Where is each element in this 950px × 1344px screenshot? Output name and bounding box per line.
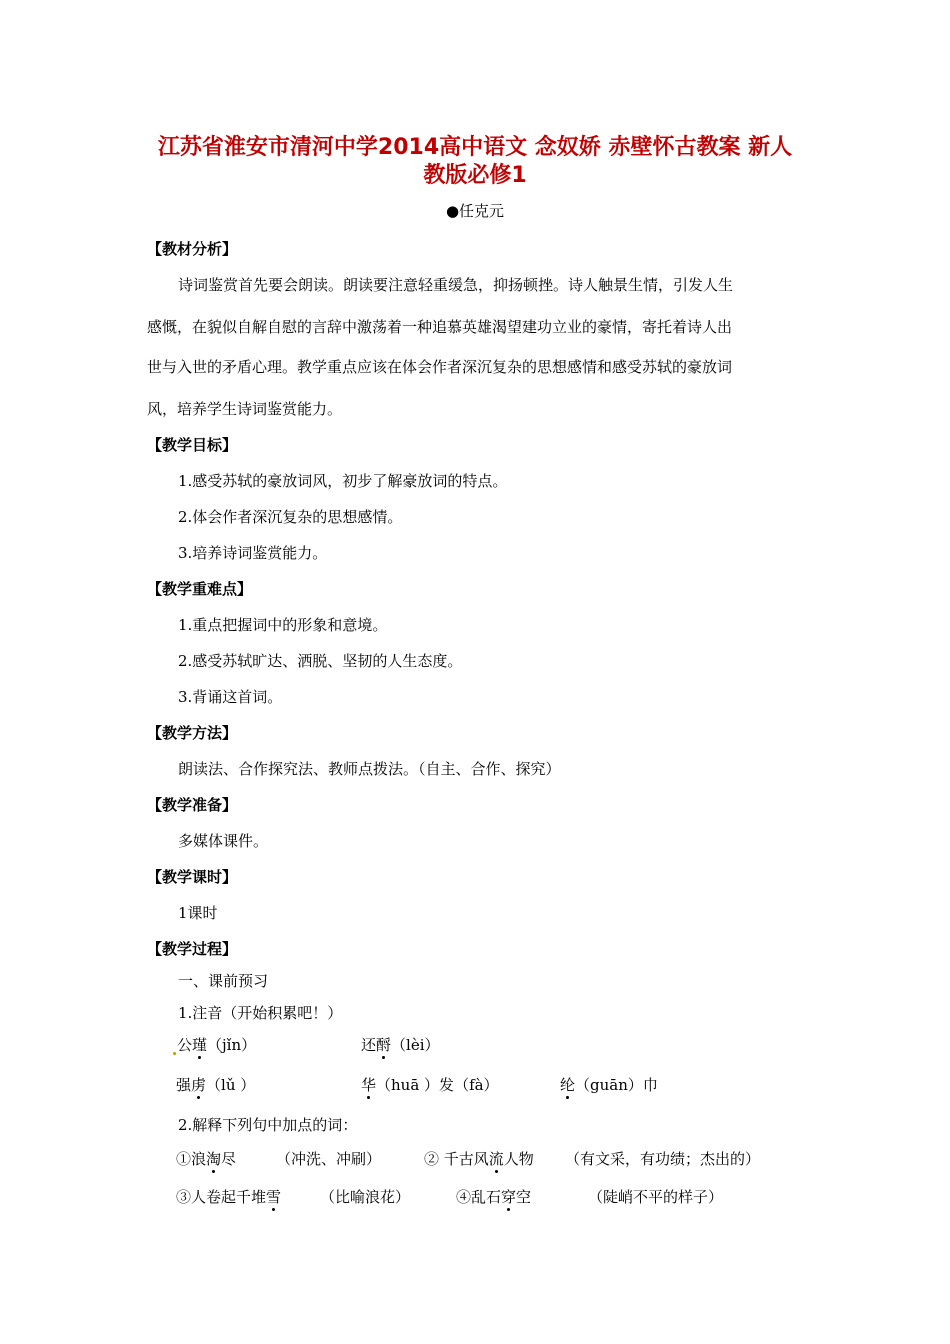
pinyin-item-huanlei xyxy=(361,1034,440,1055)
goal-item: 2.体会作者深沉复杂的思想感情。 xyxy=(178,508,403,526)
term-meaning-4: （陡峭不平的样子） xyxy=(588,1188,724,1206)
analysis-line-4: 风，培养学生诗词鉴赏能力。 xyxy=(147,400,343,418)
dotted-char: 纶 xyxy=(560,1076,576,1094)
heading-hours: 【教学课时】 xyxy=(147,868,238,886)
term-item-4 xyxy=(456,1186,531,1207)
key-point-item: 3.背诵这首词。 xyxy=(178,688,283,706)
dotted-char: 雪 xyxy=(266,1188,282,1206)
pinyin-reading: （guān）巾 xyxy=(575,1076,658,1094)
dotted-char: 瑾 xyxy=(192,1036,208,1054)
term-text: 人物 xyxy=(503,1150,534,1168)
pinyin-reading: （huā ）发 xyxy=(376,1076,455,1094)
analysis-line-3: 世与入世的矛盾心理。教学重点应该在体会作者深沉复杂的思想感情和感受苏轼的豪放词 xyxy=(147,358,733,376)
methods-text: 朗读法、合作探究法、教师点拨法。（自主、合作、探究） xyxy=(178,760,561,778)
goal-item: 1.感受苏轼的豪放词风，初步了解豪放词的特点。 xyxy=(178,472,508,490)
key-point-item: 1.重点把握词中的形象和意境。 xyxy=(178,616,388,634)
goal-item: 3.培养诗词鉴赏能力。 xyxy=(178,544,328,562)
dotted-char: 穿 xyxy=(501,1188,517,1206)
dotted-char: 淘 xyxy=(206,1150,222,1168)
term-meaning-3: （比喻浪花） xyxy=(320,1188,411,1206)
pinyin-char: 强 xyxy=(176,1076,192,1094)
dotted-char: 华 xyxy=(361,1076,377,1094)
pinyin-reading: （lǔ ） xyxy=(206,1076,256,1094)
pinyin-reading: （fà） xyxy=(454,1076,499,1094)
term-item-1 xyxy=(176,1148,236,1169)
edit-marker-icon xyxy=(173,1052,176,1055)
question-1: 1.注音（开始积累吧！） xyxy=(178,1004,343,1022)
document-title xyxy=(140,134,810,190)
pinyin-item-gongjin xyxy=(172,1034,256,1055)
term-meaning-2: （有文采，有功绩；杰出的） xyxy=(565,1150,761,1168)
dotted-char: 流 xyxy=(488,1150,504,1168)
pinyin-char: 还 xyxy=(361,1036,377,1054)
term-meaning-1: （冲洗、冲刷） xyxy=(276,1150,382,1168)
dotted-char: 酹 xyxy=(376,1036,392,1054)
dotted-char: 虏 xyxy=(191,1076,207,1094)
term-text: ①浪 xyxy=(176,1150,207,1168)
hours-text: 1课时 xyxy=(178,904,218,922)
heading-goals: 【教学目标】 xyxy=(147,436,238,454)
analysis-line-2: 感慨，在貌似自解自慰的言辞中激荡着一种追慕英雄渴望建功立业的豪情，寄托着诗人出 xyxy=(147,318,733,336)
author: ●任克元 xyxy=(445,202,505,220)
pinyin-char: 公 xyxy=(177,1036,193,1054)
term-text: ③人卷起千堆 xyxy=(176,1188,267,1206)
term-item-2 xyxy=(424,1148,534,1169)
title-line-1: 江苏省淮安市清河中学2014高中语文 念奴娇 赤壁怀古教案 新人 xyxy=(157,135,793,160)
term-text: ④乱石 xyxy=(456,1188,502,1206)
term-item-3 xyxy=(176,1186,281,1207)
heading-key-points: 【教学重难点】 xyxy=(147,580,253,598)
heading-analysis: 【教材分析】 xyxy=(147,240,238,258)
pinyin-reading: （jǐn） xyxy=(207,1036,257,1054)
process-step-1: 一、课前预习 xyxy=(178,972,269,990)
pinyin-item-huafa xyxy=(361,1074,499,1095)
pinyin-item-qianglu xyxy=(176,1074,255,1095)
prep-text: 多媒体课件。 xyxy=(178,832,269,850)
title-line-2: 教版必修1 xyxy=(423,163,527,188)
analysis-line-1: 诗词鉴赏首先要会朗读。朗读要注意轻重缓急，抑扬顿挫。诗人触景生情，引发人生 xyxy=(178,276,734,294)
term-text: 空 xyxy=(516,1188,532,1206)
key-point-item: 2.感受苏轼旷达、洒脱、坚韧的人生态度。 xyxy=(178,652,463,670)
heading-methods: 【教学方法】 xyxy=(147,724,238,742)
question-2: 2.解释下列句中加点的词： xyxy=(178,1116,358,1134)
term-text: 尽 xyxy=(221,1150,237,1168)
term-text: ② 千古风 xyxy=(424,1150,489,1168)
heading-process: 【教学过程】 xyxy=(147,940,238,958)
heading-prep: 【教学准备】 xyxy=(147,796,238,814)
pinyin-item-guanjin xyxy=(560,1074,658,1095)
pinyin-reading: （lèi） xyxy=(391,1036,440,1054)
